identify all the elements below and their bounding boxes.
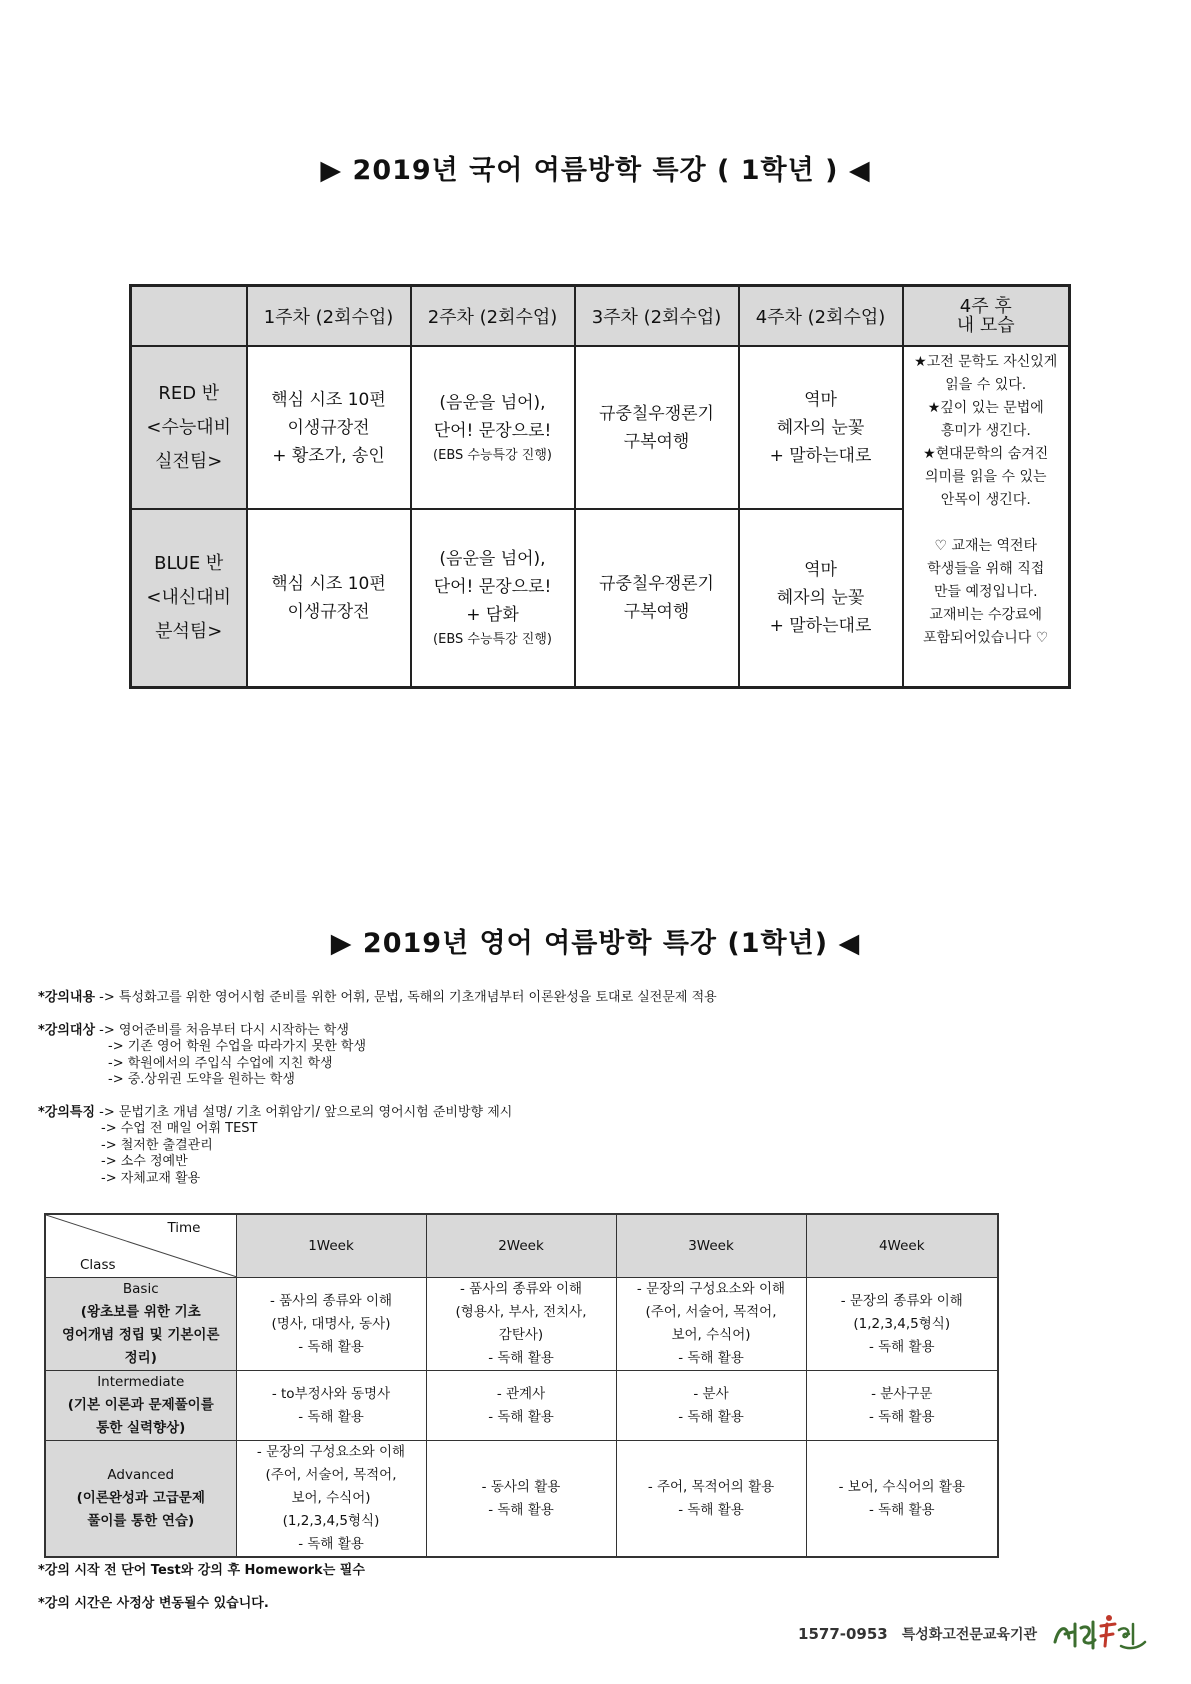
cell-line: + 황조가, 송인 — [272, 445, 385, 466]
cell-line: - 문장의 구성요소와 이해 — [636, 1281, 786, 1297]
korean-corner-cell — [131, 286, 247, 347]
cell-line: - 품사의 종류와 이해 — [459, 1281, 583, 1297]
cell-line: 단어! 문장으로! — [433, 576, 552, 597]
cell-line: + 담화 — [466, 604, 519, 625]
cell-line: (1,2,3,4,5형식) — [282, 1513, 380, 1529]
intermediate-week3-cell — [616, 1371, 806, 1441]
cell-line: 보어, 수식어) — [291, 1490, 371, 1506]
note-features — [38, 1105, 1138, 1188]
after-line: 읽을 수 있다. — [945, 377, 1027, 393]
cell-line: - to부정사와 동명사 — [271, 1385, 391, 1402]
diagonal-divider — [46, 1215, 237, 1277]
week4-header: 4Week — [806, 1214, 998, 1278]
note-line: -> 중.상위권 도약을 원하는 학생 — [108, 1072, 295, 1087]
cell-line: - 문장의 구성요소와 이해 — [256, 1444, 406, 1460]
time-class-corner — [45, 1214, 236, 1278]
cell-line: - 관계사 — [496, 1385, 546, 1402]
after-line: 의미를 읽을 수 있는 — [924, 469, 1047, 485]
cell-line: - 독해 활용 — [678, 1501, 744, 1518]
after-line: 만들 예정입니다. — [933, 584, 1038, 600]
cell-line: - 독해 활용 — [868, 1408, 935, 1425]
blue-label-line: BLUE 반 — [154, 552, 224, 574]
basic-class-label — [45, 1278, 236, 1371]
cell-line: - 독해 활용 — [678, 1350, 744, 1366]
cell-line: (1,2,3,4,5형식) — [853, 1315, 951, 1332]
cell-line: - 동사의 활용 — [481, 1478, 561, 1495]
note-label: *강의대상 — [38, 1022, 96, 1038]
cell-line: (음운을 넘어), — [439, 548, 546, 569]
cell-line: 역마 — [804, 389, 837, 410]
cell-line: (명사, 대명사, 동사) — [271, 1315, 391, 1332]
footnote-schedule-change: *강의 시간은 사정상 변동될수 있습니다. — [38, 1596, 269, 1611]
cell-line: - 주어, 목적어의 활용 — [647, 1478, 775, 1495]
intermediate-week4-cell — [806, 1371, 998, 1441]
class-desc: (왕초보를 위한 기초 — [80, 1304, 201, 1320]
cell-line: 이생규장전 — [287, 417, 370, 438]
korean-week2-header: 2주차 (2회수업) — [411, 286, 575, 347]
red-week1-cell — [247, 346, 411, 509]
advanced-week2-cell — [426, 1441, 616, 1558]
basic-week3-cell — [616, 1278, 806, 1371]
english-course-title: ▶ 2019년 영어 여름방학 특강 (1학년) ◀ — [330, 928, 861, 959]
note-line: -> 소수 정예반 — [101, 1154, 188, 1169]
after-line: 흥미가 생긴다. — [940, 423, 1031, 439]
week1-header: 1Week — [236, 1214, 426, 1278]
cell-line: 감탄사) — [498, 1327, 544, 1343]
cell-line: 단어! 문장으로! — [433, 420, 552, 441]
cell-line: - 독해 활용 — [298, 1408, 364, 1425]
korean-schedule-table — [129, 284, 1071, 689]
class-desc: (기본 이론과 문제풀이를 — [67, 1397, 214, 1413]
cell-line: 핵심 시조 10편 — [271, 573, 386, 594]
after-header-line: 내 모습 — [956, 315, 1015, 336]
note-line: -> 학원에서의 주입식 수업에 지친 학생 — [108, 1055, 333, 1071]
note-content — [38, 990, 1138, 1007]
cell-line: 혜자의 눈꽃 — [776, 587, 865, 608]
red-class-label — [131, 346, 247, 509]
basic-week1-cell — [236, 1278, 426, 1371]
red-week3-cell — [575, 346, 739, 509]
after-line: 학생들을 위해 직접 — [927, 561, 1045, 577]
english-course-notes — [38, 990, 1138, 1203]
cell-line: - 품사의 종류와 이해 — [269, 1292, 393, 1309]
intermediate-week2-cell — [426, 1371, 616, 1441]
basic-week2-cell — [426, 1278, 616, 1371]
blue-week1-cell — [247, 509, 411, 687]
class-desc: 영어개념 정립 및 기본이론 — [61, 1327, 220, 1343]
cell-line: 구복여행 — [623, 601, 690, 622]
note-line: -> 자체교재 활용 — [101, 1170, 201, 1186]
advanced-week3-cell — [616, 1441, 806, 1558]
korean-week3-header: 3주차 (2회수업) — [575, 286, 739, 347]
blue-label-line: <내신대비 — [146, 586, 232, 608]
cell-line: - 독해 활용 — [868, 1501, 935, 1518]
cell-line: 구복여행 — [623, 431, 690, 452]
cell-line: 역마 — [804, 559, 837, 580]
korean-course-title: ▶ 2019년 국어 여름방학 특강 ( 1학년 ) ◀ — [320, 155, 871, 186]
blue-week4-cell — [739, 509, 903, 687]
cell-line: - 독해 활용 — [298, 1338, 364, 1355]
note-line: -> 문법기초 개념 설명/ 기초 어휘암기/ 앞으로의 영어시험 준비방향 제시 — [99, 1104, 513, 1120]
after-line: 교재비는 수강료에 — [929, 607, 1043, 623]
cell-line: + 말하는대로 — [769, 445, 872, 466]
cell-line: - 독해 활용 — [488, 1501, 554, 1518]
phone-number: 1577-0953 — [798, 1625, 888, 1643]
red-week4-cell — [739, 346, 903, 509]
red-label-line: RED 반 — [158, 382, 220, 404]
red-week2-cell — [411, 346, 575, 509]
red-label-line: 실전팀> — [155, 450, 223, 472]
cell-line: (형용사, 부사, 전치사, — [455, 1304, 587, 1320]
cell-line: - 독해 활용 — [298, 1536, 364, 1552]
note-label: *강의특징 — [38, 1104, 96, 1120]
after-line: ★깊이 있는 문법에 — [927, 400, 1044, 416]
note-line: -> 기존 영어 학원 수업을 따라가지 못한 학생 — [108, 1039, 366, 1054]
after-header-line: 4주 후 — [959, 296, 1012, 317]
academy-logo-icon — [1049, 1612, 1151, 1656]
after-line: 안목이 생긴다. — [940, 492, 1031, 508]
ebs-note: (EBS 수능특강 진행) — [433, 447, 552, 463]
corner-class-label: Class — [80, 1257, 116, 1273]
cell-line: (주어, 서술어, 목적어, — [265, 1467, 397, 1483]
intermediate-week1-cell — [236, 1371, 426, 1441]
cell-line: 규중칠우쟁론기 — [599, 403, 714, 424]
note-line: -> 수업 전 매일 어휘 TEST — [101, 1121, 258, 1136]
basic-week4-cell — [806, 1278, 998, 1371]
class-desc: (이론완성과 고급문제 — [76, 1490, 205, 1506]
class-name: Advanced — [107, 1467, 175, 1483]
footnote-homework: *강의 시작 전 단어 Test와 강의 후 Homework는 필수 — [38, 1563, 365, 1578]
korean-after-header — [903, 286, 1070, 347]
class-desc: 풀이를 통한 연습) — [87, 1513, 195, 1529]
cell-line: (주어, 서술어, 목적어, — [645, 1304, 777, 1320]
after-four-weeks-cell — [903, 346, 1070, 687]
cell-line: - 독해 활용 — [488, 1408, 554, 1425]
intermediate-class-label — [45, 1371, 236, 1441]
note-line: -> 특성화고를 위한 영어시험 준비를 위한 어휘, 문법, 독해의 기초개념부터 이론완성을 토대로 실전문제 적용 — [99, 990, 717, 1005]
after-line: 포함되어있습니다 ♡ — [923, 630, 1049, 646]
class-name: Basic — [122, 1281, 159, 1297]
cell-line: 보어, 수식어) — [671, 1327, 751, 1343]
blue-week3-cell — [575, 509, 739, 687]
after-spacer — [908, 512, 1065, 535]
cell-line: - 분사 — [693, 1385, 729, 1402]
after-line: ★고전 문학도 자신있게 — [914, 354, 1058, 370]
blue-week2-cell — [411, 509, 575, 687]
class-desc: 통한 실력향상) — [96, 1420, 186, 1436]
advanced-class-label — [45, 1441, 236, 1558]
cell-line: 이생규장전 — [287, 601, 370, 622]
note-line: -> 철저한 출결관리 — [101, 1137, 213, 1153]
advanced-week1-cell — [236, 1441, 426, 1558]
english-schedule-table — [44, 1213, 999, 1558]
advanced-week4-cell — [806, 1441, 998, 1558]
class-desc: 정리) — [124, 1350, 157, 1366]
korean-week4-header: 4주차 (2회수업) — [739, 286, 903, 347]
cell-line: (음운을 넘어), — [439, 392, 546, 413]
after-line: ♡ 교재는 역전타 — [934, 538, 1038, 554]
cell-line: 규중칠우쟁론기 — [599, 573, 714, 594]
cell-line: 혜자의 눈꽃 — [776, 417, 865, 438]
red-label-line: <수능대비 — [146, 416, 232, 438]
week3-header: 3Week — [616, 1214, 806, 1278]
ebs-note: (EBS 수능특강 진행) — [433, 631, 552, 647]
week2-header: 2Week — [426, 1214, 616, 1278]
corner-time-label: Time — [167, 1220, 201, 1236]
note-label: *강의내용 — [38, 990, 96, 1005]
cell-line: - 독해 활용 — [678, 1408, 744, 1425]
cell-line: 핵심 시조 10편 — [271, 389, 386, 410]
blue-label-line: 분석팀> — [155, 620, 223, 642]
blue-class-label — [131, 509, 247, 687]
note-line: -> 영어준비를 처음부터 다시 시작하는 학생 — [99, 1022, 349, 1038]
cell-line: - 문장의 종류와 이해 — [840, 1292, 963, 1309]
cell-line: - 독해 활용 — [488, 1350, 554, 1366]
note-target — [38, 1023, 1138, 1089]
academy-brand — [798, 1612, 1151, 1656]
cell-line: - 보어, 수식어의 활용 — [838, 1478, 965, 1495]
korean-week1-header: 1주차 (2회수업) — [247, 286, 411, 347]
after-line: ★현대문학의 숨겨진 — [923, 446, 1049, 462]
cell-line: - 독해 활용 — [868, 1338, 935, 1355]
institution-label: 특성화고전문교육기관 — [901, 1627, 1037, 1643]
cell-line: + 말하는대로 — [769, 615, 872, 636]
cell-line: - 분사구문 — [871, 1385, 933, 1402]
class-name: Intermediate — [97, 1374, 185, 1390]
